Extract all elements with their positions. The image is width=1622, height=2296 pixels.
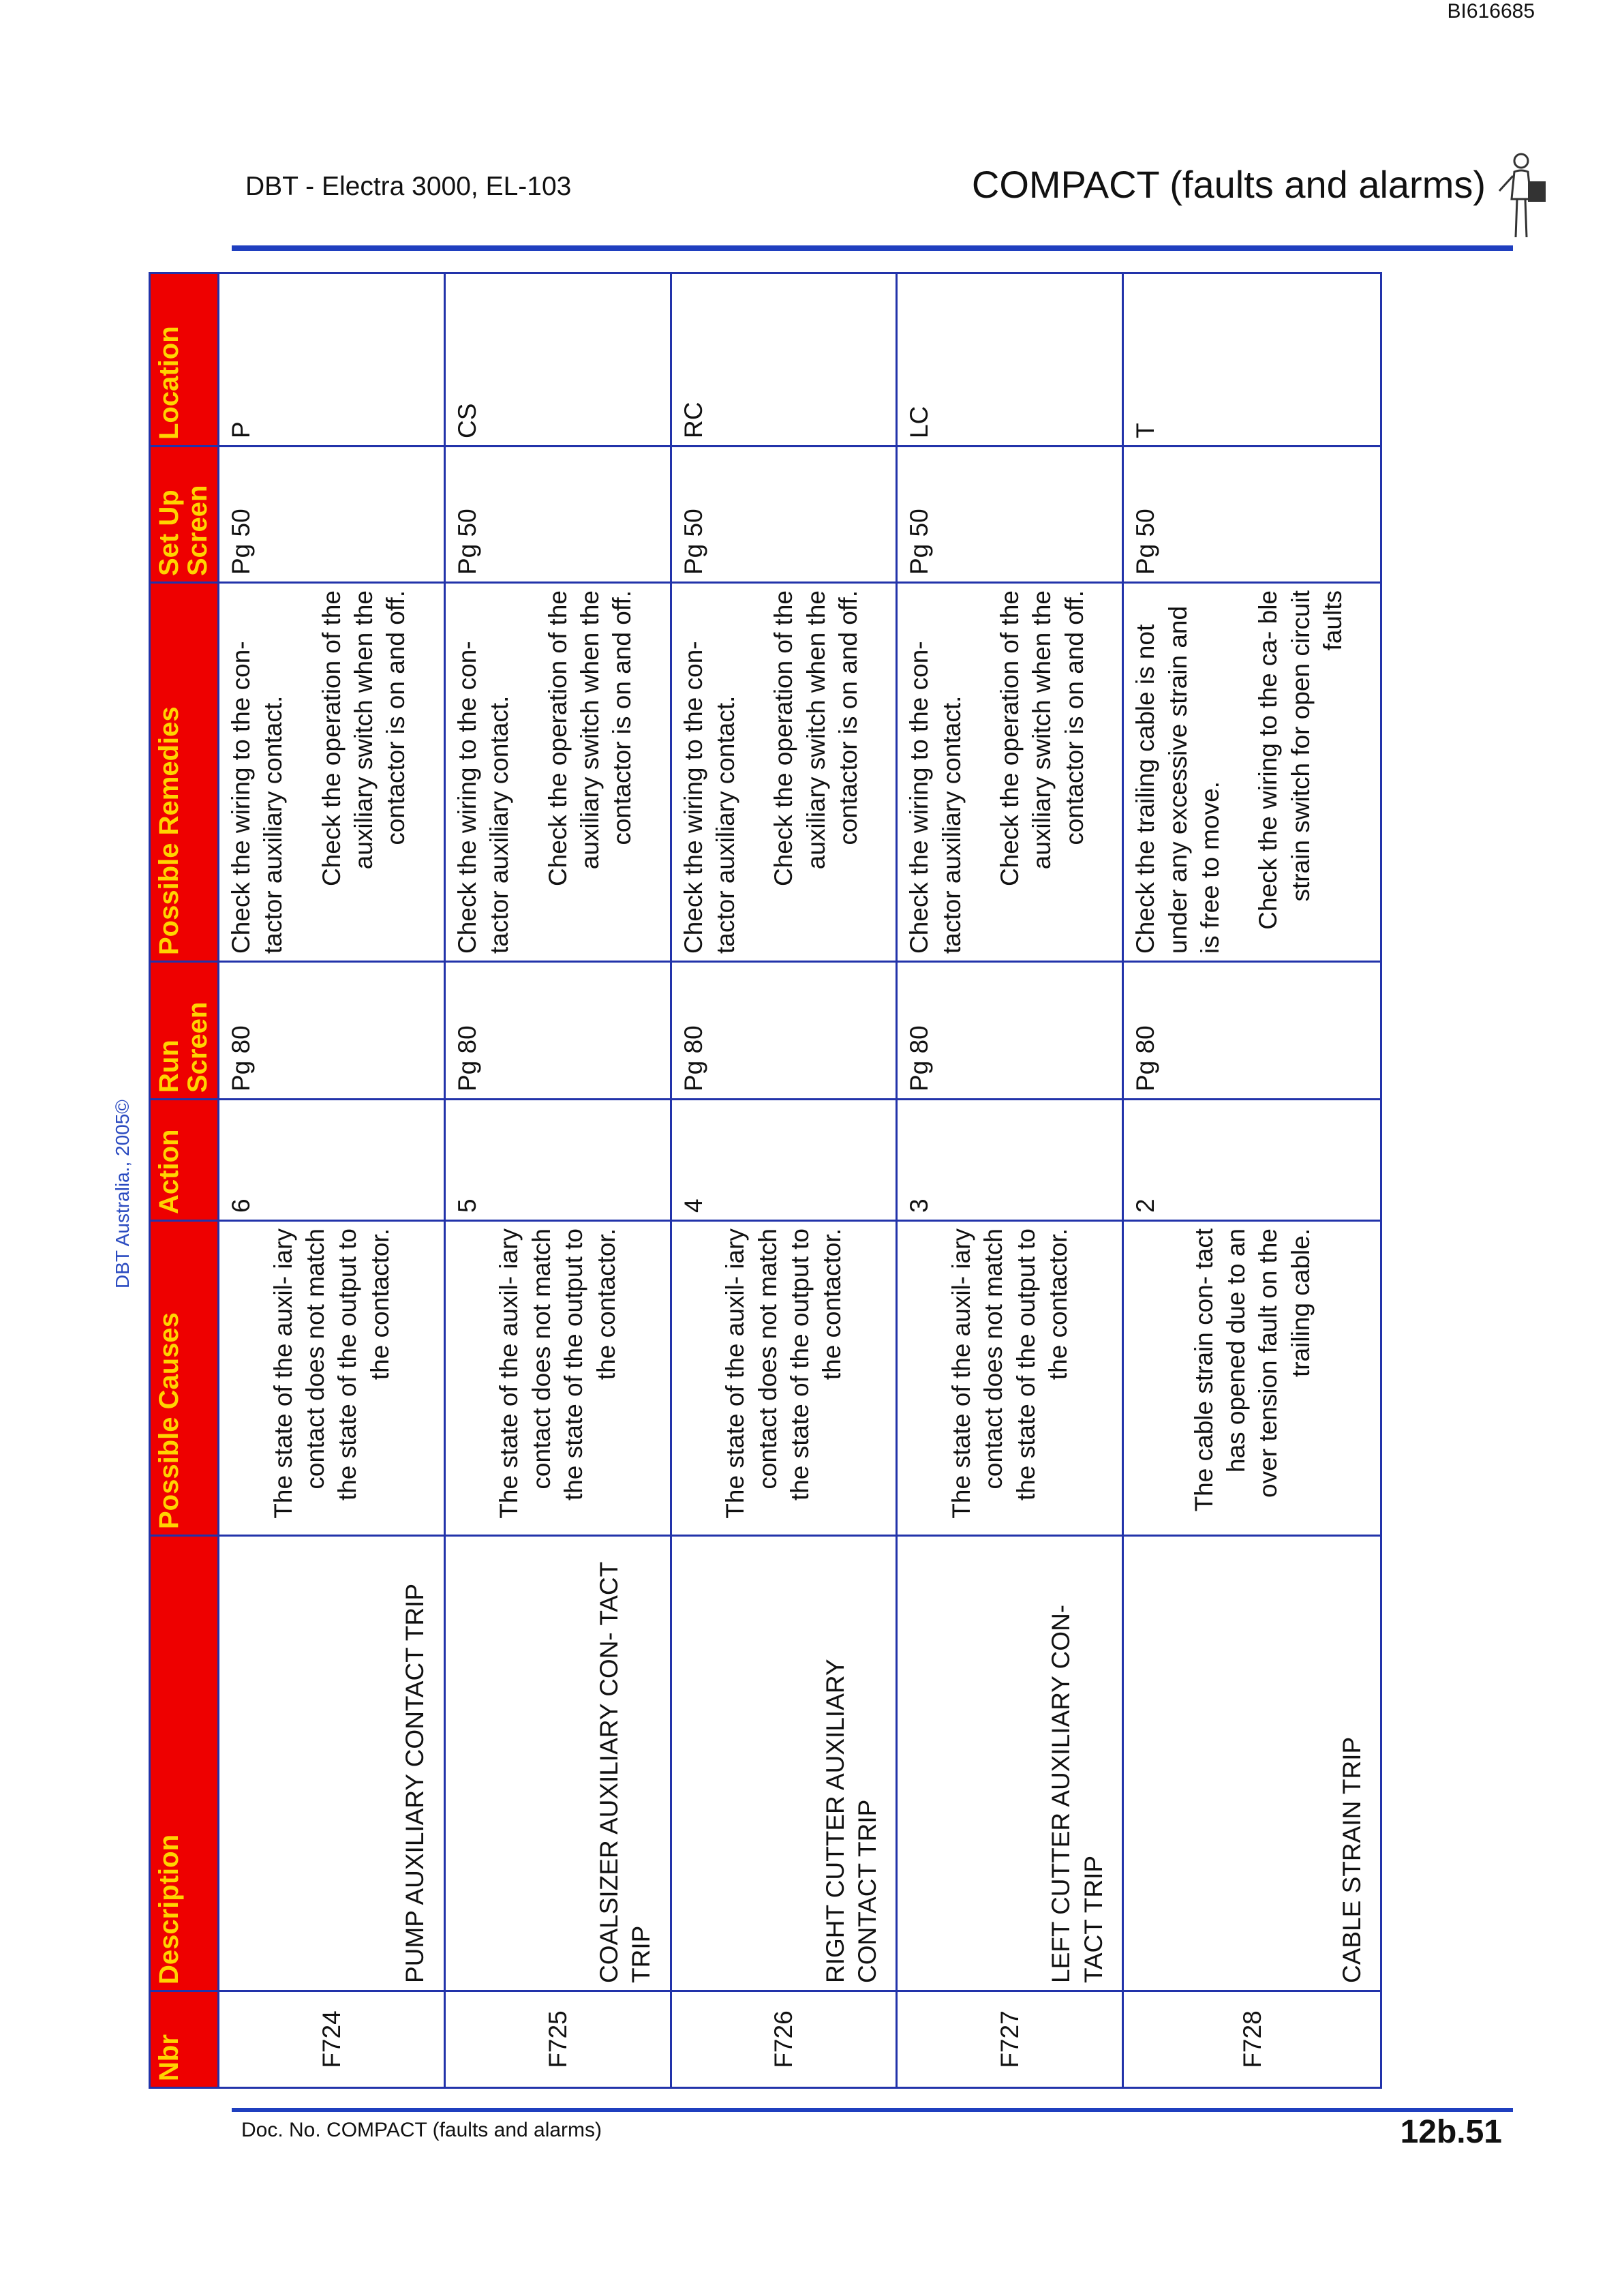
cell-description: CABLE STRAIN TRIP — [1123, 1536, 1381, 1991]
remedy-text: Check the operation of the auxiliary switch when the contactor is on and off. — [543, 590, 637, 887]
cell-cause: The state of the auxil- iary contact does not match the state of the output to the contactor. — [219, 1221, 445, 1536]
table-row — [671, 273, 897, 2088]
header-action: Action — [150, 1100, 219, 1221]
fault-table — [149, 272, 1382, 2089]
cell-nbr: F728 — [1123, 1991, 1381, 2088]
cell-setup-screen: Pg 50 — [671, 447, 897, 583]
cell-cause: The state of the auxil- iary contact does not match the state of the output to the contactor. — [671, 1221, 897, 1536]
remedy-text: Check the wiring to the con- tactor auxiliary contact. — [227, 641, 288, 954]
cell-nbr: F725 — [444, 1991, 671, 2088]
cell-cause: The state of the auxil- iary contact does not match the state of the output to the contactor. — [444, 1221, 671, 1536]
table-header-row — [150, 273, 219, 2088]
cell-remedies — [1123, 583, 1381, 962]
remedy-text: Check the wiring to the ca- ble strain switch for open circuit faults — [1254, 590, 1347, 930]
remedy-text: Check the operation of the auxiliary switch when the contactor is on and off. — [996, 590, 1088, 887]
footer-page-number: 12b.51 — [1400, 2114, 1502, 2150]
cell-location: P — [219, 273, 445, 447]
fault-table-rotated — [149, 274, 1368, 2089]
table-row — [897, 273, 1123, 2088]
cell-action: 5 — [444, 1100, 671, 1221]
cell-description: LEFT CUTTER AUXILIARY CON- TACT TRIP — [897, 1536, 1123, 1991]
cell-description: RIGHT CUTTER AUXILIARY CONTACT TRIP — [671, 1536, 897, 1991]
header-product-title: DBT - Electra 3000, EL-103 — [245, 172, 572, 201]
table-row — [1123, 273, 1381, 2088]
cell-description: PUMP AUXILIARY CONTACT TRIP — [219, 1536, 445, 1991]
footer-rule — [232, 2108, 1513, 2112]
header-section-title: COMPACT (faults and alarms) — [971, 163, 1486, 206]
header-nbr: Nbr — [150, 1991, 219, 2088]
cell-nbr: F727 — [897, 1991, 1123, 2088]
cell-run-screen: Pg 80 — [897, 962, 1123, 1100]
cell-setup-screen: Pg 50 — [897, 447, 1123, 583]
remedy-text: Check the wiring to the con- tactor auxiliary contact. — [679, 641, 739, 954]
cell-action: 4 — [671, 1100, 897, 1221]
document-id: BI616685 — [1447, 0, 1535, 22]
cell-remedies — [897, 583, 1123, 962]
header-setup-screen: Set Up Screen — [150, 447, 219, 583]
remedy-text: Check the wiring to the con- tactor auxiliary contact. — [453, 641, 514, 954]
cell-location: RC — [671, 273, 897, 447]
cell-run-screen: Pg 80 — [444, 962, 671, 1100]
header-description: Description — [150, 1536, 219, 1991]
cell-run-screen: Pg 80 — [671, 962, 897, 1100]
cell-run-screen: Pg 80 — [219, 962, 445, 1100]
cell-description: COALSIZER AUXILIARY CON- TACT TRIP — [444, 1536, 671, 1991]
cell-cause: The state of the auxil- iary contact does not match the state of the output to the contactor. — [897, 1221, 1123, 1536]
remedy-text: Check the operation of the auxiliary switch when the contactor is on and off. — [317, 590, 410, 887]
cell-location: CS — [444, 273, 671, 447]
header-rule — [232, 245, 1513, 251]
header-possible-remedies: Possible Remedies — [150, 583, 219, 962]
cell-remedies — [671, 583, 897, 962]
remedy-text: Check the wiring to the con- tactor auxiliary contact. — [905, 641, 966, 954]
header-run-screen: Run Screen — [150, 962, 219, 1100]
cell-location: LC — [897, 273, 1123, 447]
cell-setup-screen: Pg 50 — [219, 447, 445, 583]
cell-action: 6 — [219, 1100, 445, 1221]
footer-doc-number: Doc. No. COMPACT (faults and alarms) — [241, 2119, 602, 2141]
cell-remedies — [444, 583, 671, 962]
copyright-credit: DBT Australia., 2005© — [112, 1100, 133, 1288]
cell-nbr: F724 — [219, 1991, 445, 2088]
cell-run-screen: Pg 80 — [1123, 962, 1381, 1100]
cell-remedies — [219, 583, 445, 962]
table-row — [444, 273, 671, 2088]
cell-action: 3 — [897, 1100, 1123, 1221]
cell-nbr: F726 — [671, 1991, 897, 2088]
cell-setup-screen: Pg 50 — [1123, 447, 1381, 583]
remedy-text: Check the operation of the auxiliary switch when the contactor is on and off. — [769, 590, 863, 887]
header-location: Location — [150, 273, 219, 447]
table-row — [219, 273, 445, 2088]
technician-icon — [1493, 151, 1554, 240]
cell-location: T — [1123, 273, 1381, 447]
cell-setup-screen: Pg 50 — [444, 447, 671, 583]
cell-action: 2 — [1123, 1100, 1381, 1221]
header-possible-causes: Possible Causes — [150, 1221, 219, 1536]
remedy-text: Check the trailing cable is not under any excessive strain and is free to move. — [1131, 605, 1224, 954]
cell-cause: The cable strain con- tact has opened due to an over tension fault on the trailing cable. — [1123, 1221, 1381, 1536]
